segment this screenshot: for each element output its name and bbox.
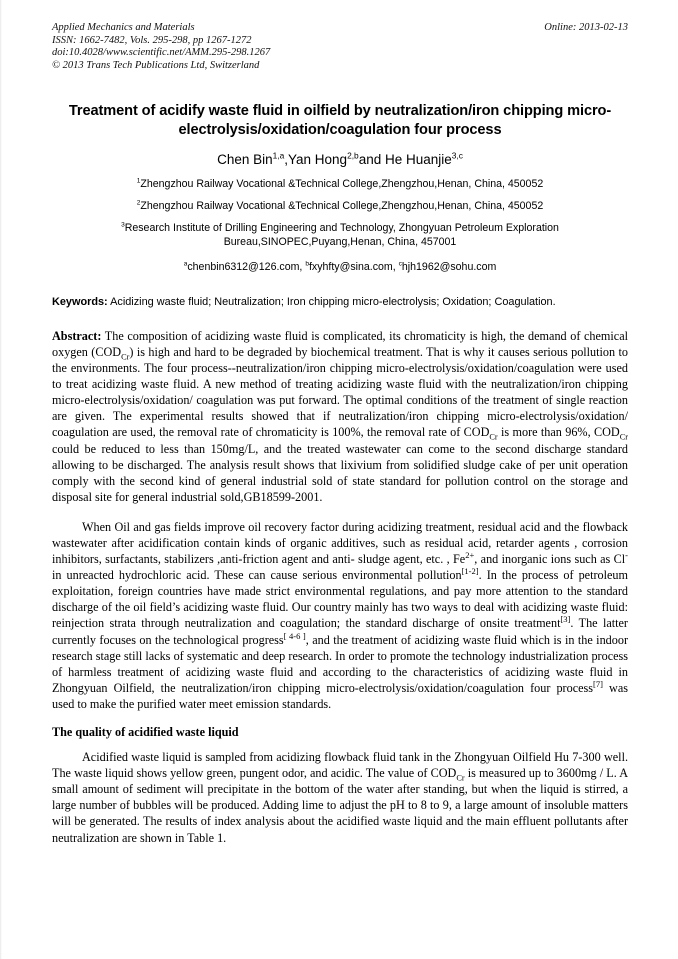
intro-text-1: When Oil and gas fields improve oil recovery factor during acidizing treatment, residual acid and the flowback wastewater after acidification contain kinds of organic additives, such as residual acid, retarder agents , corrosion inhibitors, surfactants, stabilizers ,anti-friction agent and anti- sludge agent, etc. , Fe <box>52 519 628 567</box>
section-1-sub-cr: Cr <box>456 773 465 783</box>
affiliation-1 <box>66 178 614 190</box>
author-3-name: He Huanjie <box>384 152 452 168</box>
abstract-text-1: The composition of acidizing waste fluid is complicated, its chromaticity is high, the demand of chemical oxygen (COD <box>52 328 628 359</box>
author-2-name: Yan Hong <box>288 152 348 168</box>
intro-text-5: . The latter currently focuses on the technological progress <box>52 616 628 647</box>
journal-name: Applied Mechanics and Materials <box>52 22 195 33</box>
author-conjunction: and <box>358 152 385 168</box>
journal-doi: doi:10.4028/www.scientific.net/AMM.295-298.1267 <box>52 47 271 59</box>
email-c-marker: c <box>398 260 402 268</box>
email-c[interactable]: hjh1962@sohu.com <box>401 261 497 274</box>
email-a[interactable]: chenbin6312@126.com, <box>187 261 306 274</box>
intro-text-3: in unreacted hydrochloric acid. These can cause serious environmental pollution <box>52 568 462 583</box>
citation-3[interactable]: [ 4-6 ] <box>283 630 306 641</box>
journal-copyright: © 2013 Trans Tech Publications Ltd, Switzerland <box>52 59 260 71</box>
affiliation-2-text: Zhengzhou Railway Vocational &Technical College,Zhengzhou,Henan, China, 450052 <box>140 200 544 213</box>
author-2-affiliation-marker: 2,b <box>347 150 359 161</box>
journal-header <box>52 22 628 72</box>
section-1-text-1: Acidified waste liquid is sampled from acidizing flowback fluid tank in the Zhongyuan Oilfield Hu 7-300 well. The waste liquid shows yellow green, pungent odor, and acidic. The value of COD <box>52 750 628 781</box>
keywords-block <box>52 295 628 310</box>
section-heading-quality: The quality of acidified waste liquid <box>52 725 239 740</box>
introduction-paragraph <box>52 519 628 712</box>
intro-text-6: , and the treatment of acidizing waste fluid which is in the indoor research stage still lacks of systematic and deep research. In order to promote the technology industrialization process of harmless treatment of acidizing waste fluid and according to the characteristics of acidizing waste fluid in Zhongyuan Oilfield, the neutralization/iron chipping micro-electrolysis/oxidation/coagulation four process <box>52 632 628 695</box>
intro-text-2: , and inorganic ions such as Cl <box>474 552 626 567</box>
affiliation-1-marker: 1 <box>136 177 141 185</box>
affiliation-3-text: Research Institute of Drilling Engineering and Technology, Zhongyuan Petroleum Exploration Bureau,SINOPEC,Puyang,Henan, China, 457001 <box>124 222 559 248</box>
abstract-sub-cr-2: Cr <box>489 432 498 442</box>
affiliation-list <box>66 178 614 273</box>
abstract-text-4: could be reduced to less than 150mg/L, and the treated wastewater can come to the second discharge standard allowing to be discharged. The analysis result shows that lixivium from solidified sludge cake of per unit operation comply with the second kind of general industrial sold of state standard for pollution control on the storage and disposal site for general industrial sold,GB18599-2001. <box>52 441 628 504</box>
formula-fe2plus-superscript: 2+ <box>465 550 475 561</box>
author-emails <box>66 261 614 273</box>
journal-issn: ISSN: 1662-7482, Vols. 295-298, pp 1267-1272 <box>52 34 252 46</box>
affiliation-1-text: Zhengzhou Railway Vocational &Technical College,Zhengzhou,Henan, China, 450052 <box>140 178 544 191</box>
affiliation-2-marker: 2 <box>136 199 141 207</box>
author-1-name: Chen Bin <box>217 152 273 168</box>
citation-1[interactable]: [1-2] <box>461 566 479 577</box>
paper-title: Treatment of acidify waste fluid in oilfield by neutralization/iron chipping micro-electrolysis/oxidation/coagulation four process <box>68 103 612 139</box>
email-b[interactable]: fxyhfty@sina.com, <box>308 261 399 274</box>
section-1-paragraph <box>52 749 628 846</box>
abstract-text-2: ) is high and hard to be degraded by biochemical treatment. That is why it causes serious pollution to the environments. The four process--neutralization/iron chipping micro-electrolysis/oxidation/coagulation were used to treat acidizing waste fluid. A new method of treating acidizing waste fluid with the neutralization/iron chipping micro-electrolysis/oxidation/ coagulation was put forward. The optimal conditions of the treatment of single reaction are given. The experimental results showed that if neutralization/iron chipping micro-electrolysis/oxidation/ coagulation are used, the removal rate of chromaticity is 100%, the removal rate of COD <box>52 344 628 440</box>
online-publication-date: Online: 2013-02-13 <box>544 22 628 33</box>
intro-text-4: . In the process of petroleum exploitation, foreign countries have made strict environmental regulations, and pay more attention to the standard discharge of the oil field’s acidizing waste fluid. Our country mainly has two ways to deal with acidizing waste fluid: reinjection strata through neutralization and coagulation; the standard discharge of onsite treatment <box>52 568 628 631</box>
abstract-sub-cr-3: Cr <box>619 432 628 442</box>
abstract-block <box>52 328 628 505</box>
author-3-affiliation-marker: 3,c <box>451 150 463 161</box>
abstract-sub-cr-1: Cr <box>121 352 130 362</box>
author-list <box>52 152 628 167</box>
citation-4[interactable]: [7] <box>593 678 603 689</box>
affiliation-3-marker: 3 <box>121 221 125 229</box>
citation-2[interactable]: [3] <box>560 614 571 625</box>
keywords-label: Keywords: <box>52 296 108 309</box>
intro-text-7: was used to make the purified water meet emission standards. <box>52 680 628 711</box>
abstract-label: Abstract: <box>52 328 102 343</box>
email-b-marker: b <box>305 260 309 268</box>
author-1-affiliation-marker: 1,a <box>272 150 285 161</box>
affiliation-3 <box>66 222 614 249</box>
affiliation-2 <box>66 200 614 212</box>
author-separator-1: , <box>284 152 289 168</box>
formula-chloride-superscript: - <box>625 550 628 561</box>
abstract-text-3: is more than 96%, COD <box>497 425 620 440</box>
section-1-text-2: is measured up to 3600mg / L. A small amount of sediment will precipitate in the bottom of the water after standing, but when the liquid is stirred, a large number of bubbles will be produced. Adding lime to adjust the pH to 8 to 9, a large amount of insoluble matters will be generated. The results of index analysis about the acidified waste liquid and the main effluent pollutants after neutralization are shown in Table 1. <box>52 766 628 845</box>
email-a-marker: a <box>183 260 188 268</box>
keywords-text: Acidizing waste fluid; Neutralization; Iron chipping micro-electrolysis; Oxidation; Coagulation. <box>110 296 556 309</box>
